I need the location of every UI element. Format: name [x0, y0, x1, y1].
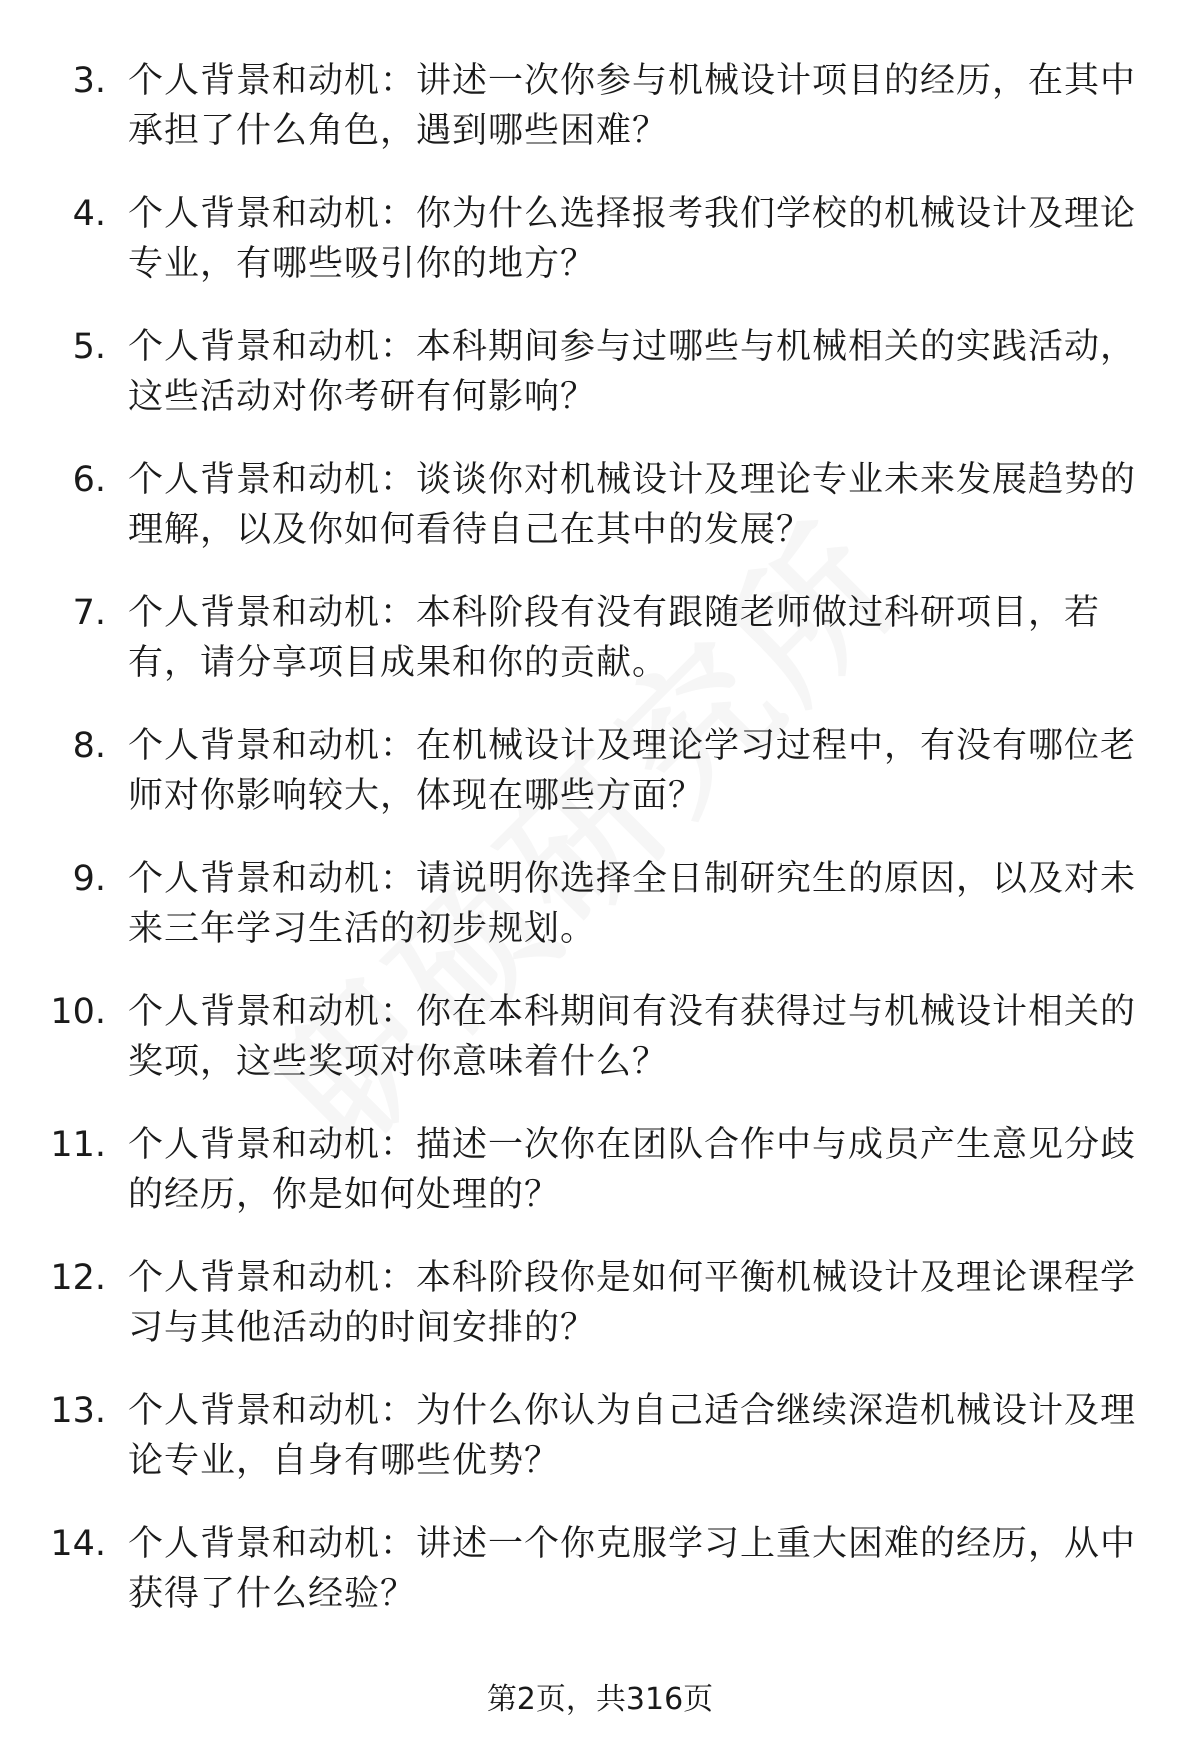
list-item: [0, 189, 1200, 322]
item-text: 个人背景和动机：本科阶段有没有跟随老师做过科研项目，若有，请分享项目成果和你的贡献。: [128, 593, 1101, 683]
list-item: [0, 588, 1200, 721]
item-number: 3.: [72, 61, 106, 101]
item-number: 5.: [72, 327, 106, 367]
item-number: 12.: [50, 1258, 106, 1298]
list-item: [0, 1386, 1200, 1519]
list-item: [0, 1519, 1200, 1652]
item-number: 4.: [72, 194, 106, 234]
item-text: 个人背景和动机：请说明你选择全日制研究生的原因，以及对未来三年学习生活的初步规划。: [128, 859, 1137, 949]
item-number: 7.: [72, 593, 106, 633]
item-text: 个人背景和动机：讲述一次你参与机械设计项目的经历，在其中承担了什么角色，遇到哪些困难？: [128, 61, 1137, 151]
item-number: 11.: [50, 1125, 106, 1165]
item-text: 个人背景和动机：讲述一个你克服学习上重大困难的经历，从中获得了什么经验？: [128, 1524, 1137, 1614]
list-item: [0, 1253, 1200, 1386]
item-text: 个人背景和动机：在机械设计及理论学习过程中，有没有哪位老师对你影响较大，体现在哪些方面？: [128, 726, 1137, 816]
item-text: 个人背景和动机：描述一次你在团队合作中与成员产生意见分歧的经历，你是如何处理的？: [128, 1125, 1137, 1215]
item-text: 个人背景和动机：你在本科期间有没有获得过与机械设计相关的奖项，这些奖项对你意味着什么？: [128, 992, 1137, 1082]
list-item: [0, 721, 1200, 854]
list-item: [0, 1120, 1200, 1253]
list-item: [0, 56, 1200, 189]
list-item: [0, 455, 1200, 588]
page-footer: 第2页，共316页: [486, 1682, 714, 1717]
item-number: 9.: [72, 859, 106, 899]
item-text: 个人背景和动机：谈谈你对机械设计及理论专业未来发展趋势的理解，以及你如何看待自己在其中的发展？: [128, 460, 1137, 550]
item-text: 个人背景和动机：你为什么选择报考我们学校的机械设计及理论专业，有哪些吸引你的地方？: [128, 194, 1137, 284]
question-list: [0, 56, 1200, 1652]
item-number: 10.: [50, 992, 106, 1032]
item-text: 个人背景和动机：为什么你认为自己适合继续深造机械设计及理论专业，自身有哪些优势？: [128, 1391, 1137, 1481]
item-text: 个人背景和动机：本科期间参与过哪些与机械相关的实践活动，这些活动对你考研有何影响？: [128, 327, 1137, 417]
item-number: 8.: [72, 726, 106, 766]
list-item: [0, 322, 1200, 455]
item-number: 13.: [50, 1391, 106, 1431]
list-item: [0, 854, 1200, 987]
item-text: 个人背景和动机：本科阶段你是如何平衡机械设计及理论课程学习与其他活动的时间安排的？: [128, 1258, 1137, 1348]
list-item: [0, 987, 1200, 1120]
item-number: 6.: [72, 460, 106, 500]
item-number: 14.: [50, 1524, 106, 1564]
